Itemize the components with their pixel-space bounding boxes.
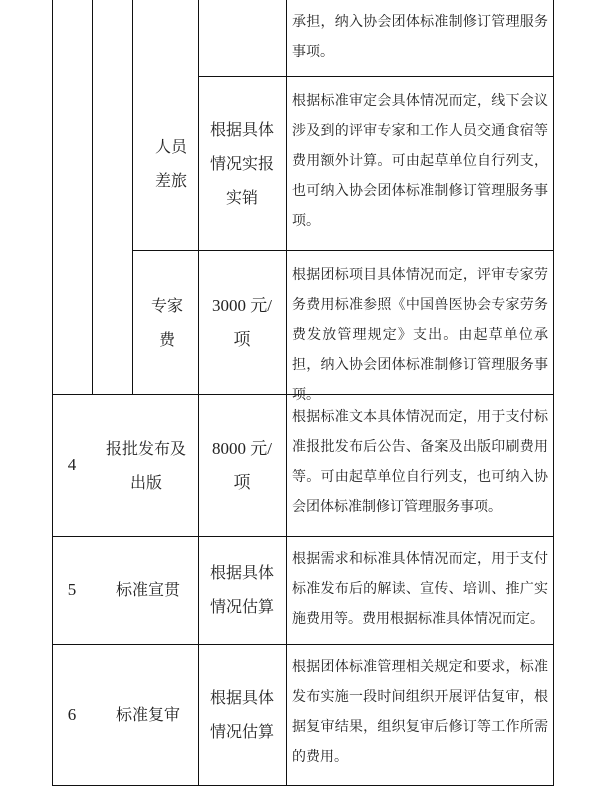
fee-cell: 8000 元/项 bbox=[212, 439, 272, 492]
fee-cell: 根据具体情况实报实销 bbox=[209, 120, 274, 207]
stage-cell: 标准宣贯 bbox=[115, 580, 180, 599]
column-divider bbox=[132, 0, 133, 395]
category-cell: 人员差旅 bbox=[154, 137, 187, 190]
row-number: 6 bbox=[67, 705, 77, 724]
column-divider bbox=[286, 0, 287, 786]
row-number: 4 bbox=[67, 455, 77, 474]
description-cell: 根据标准文本具体情况而定，用于支付标准报批发布后公告、备案及出版印刷费用等。可由起草单位自行列支，也可纳入协会团体标准制修订管理服务事项。 bbox=[292, 409, 548, 515]
category-cell: 专家费 bbox=[150, 296, 183, 349]
column-divider bbox=[92, 0, 93, 395]
row-divider bbox=[198, 76, 554, 77]
row-number: 5 bbox=[67, 580, 77, 599]
description-cell: 根据标准审定会具体情况而定，线下会议涉及到的评审专家和工作人员交通食宿等费用额外计算。可由起草单位自行列支，也可纳入协会团体标准制修订管理服务事项。 bbox=[292, 93, 548, 229]
stage-cell: 标准复审 bbox=[115, 705, 180, 724]
stage-cell: 报批发布及出版 bbox=[105, 439, 186, 492]
fee-cell: 根据具体情况估算 bbox=[209, 688, 274, 741]
description-cell: 根据团标项目具体情况而定，评审专家劳务费用标准参照《中国兽医协会专家劳务费发放管理规定》支出。由起草单位承担，纳入协会团体标准制修订管理服务事项。 bbox=[292, 267, 548, 403]
row-divider bbox=[132, 250, 554, 251]
fee-cell: 3000 元/项 bbox=[212, 296, 272, 349]
column-divider bbox=[198, 0, 199, 786]
description-cell: 承担，纳入协会团体标准制修订管理服务事项。 bbox=[292, 14, 548, 60]
table-right-border bbox=[553, 0, 554, 786]
description-cell: 根据团体标准管理相关规定和要求，标准发布实施一段时间组织开展评估复审，根据复审结果，组织复审后修订等工作所需的费用。 bbox=[292, 659, 548, 765]
fee-cell: 根据具体情况估算 bbox=[209, 563, 274, 616]
description-cell: 根据需求和标准具体情况而定，用于支付标准发布后的解读、宣传、培训、推广实施费用等。费用根据标准具体情况而定。 bbox=[292, 551, 548, 627]
